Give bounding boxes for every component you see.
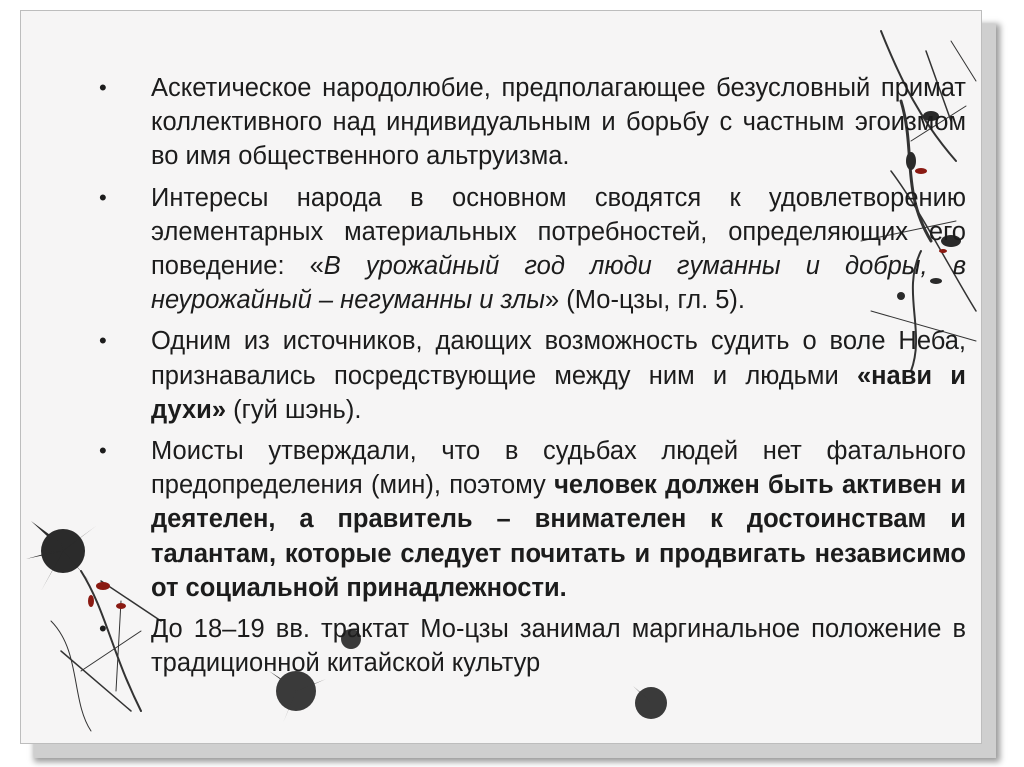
bullet-3-text-b: (гуй шэнь).: [226, 395, 362, 424]
bullet-item-1: [99, 71, 966, 174]
bullet-2-text-a: Интересы народа в основном сводятся к удовлетворению элементарных материальных потребностей, определяющих его поведение: «: [151, 183, 966, 281]
bullet-marker: •: [99, 438, 107, 464]
bullet-1-text: Аскетическое народолюбие, предполагающее безусловный примат коллективного над индивидуальным и борьбу с частным эгоизмом во имя общественного альтруизма.: [151, 74, 966, 171]
bullet-marker: •: [99, 616, 107, 642]
bullet-item-2: [99, 181, 967, 318]
bullet-item-3: [99, 324, 966, 427]
slide: [20, 10, 982, 744]
bullet-2-quote: В урожайный год люди гуманны и добры, в неурожайный – негуманны и злы: [151, 252, 967, 315]
bullet-item-5: [99, 612, 966, 680]
slide-body: [99, 71, 967, 687]
bullet-3-emphasis: «нави и духи»: [151, 361, 966, 424]
bullet-item-4: [99, 434, 966, 605]
bullet-4-emphasis: человек должен быть активен и деятелен, а правитель – внимателен к достоинствам и талантам, которые следует почитать и продвигать независимо от социальной принадлежности.: [151, 471, 966, 602]
bullet-marker: •: [99, 75, 107, 100]
bullet-3-text-a: Одним из источников, дающих возможность судить о воле Неба, признавались посредствующие между ним и людьми: [151, 327, 966, 390]
bullet-5-text: До 18–19 вв. трактат Мо-цзы занимал маргинальное положение в традиционной китайской культур: [151, 615, 966, 678]
bullet-2-text-b: » (Мо-цзы, гл. 5).: [544, 286, 745, 315]
bullet-4-text-a: Моисты утверждали, что в судьбах людей нет фатального предопределения (мин), поэтому: [151, 437, 966, 500]
bullet-marker: •: [99, 184, 107, 210]
bullet-list: [99, 71, 967, 680]
bullet-marker: •: [99, 328, 107, 354]
